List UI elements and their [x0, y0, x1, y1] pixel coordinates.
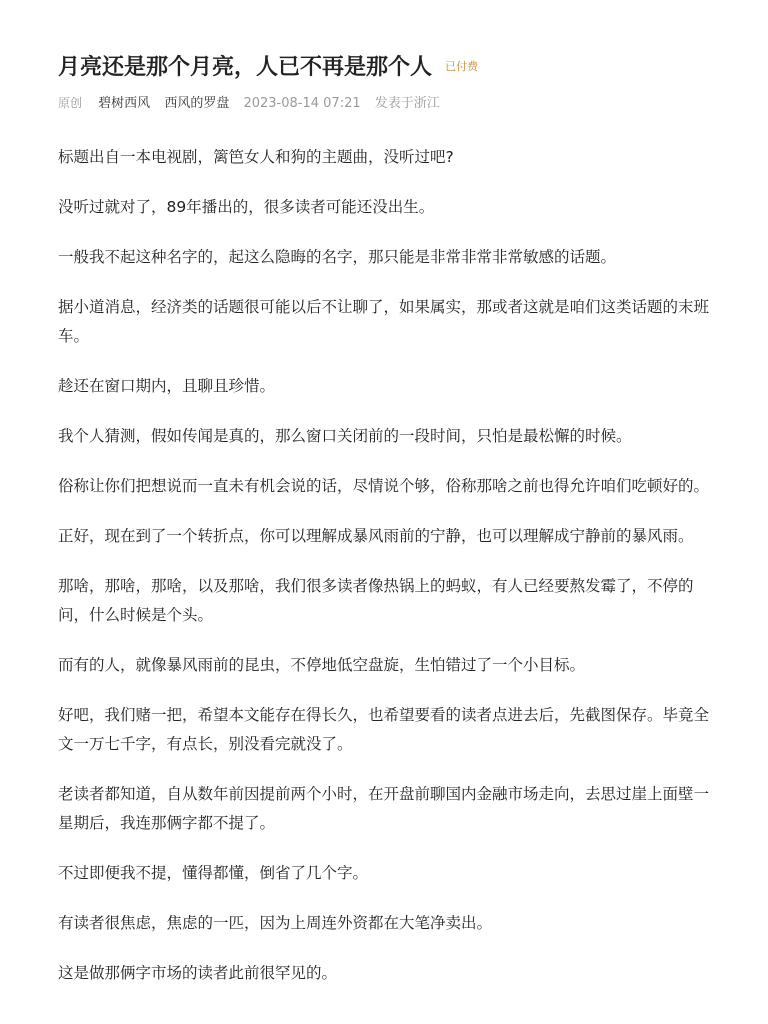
paragraph: 这是做那俩字市场的读者此前很罕见的。 [58, 964, 338, 982]
article-body [58, 143, 720, 1009]
title-row [58, 52, 478, 84]
original-label: 原创 [58, 96, 83, 110]
paragraph: 没听过就对了，89年播出的，很多读者可能还没出生。 [58, 198, 435, 216]
author-link[interactable]: 碧树西风 [98, 96, 151, 111]
paragraph: 正好，现在到了一个转折点，你可以理解成暴风雨前的宁静，也可以理解成宁静前的暴风雨。 [58, 527, 694, 545]
paid-badge: 已付费 [445, 60, 479, 73]
paragraph: 我个人猜测，假如传闻是真的，那么窗口关闭前的一段时间，只怕是最松懈的时候。 [58, 427, 632, 445]
article-meta [58, 93, 450, 114]
collection-link[interactable]: 西风的罗盘 [164, 96, 230, 111]
paragraph: 一般我不起这种名字的，起这么隐晦的名字，那只能是非常非常非常敏感的话题。 [58, 248, 617, 266]
paragraph: 俗称让你们把想说而一直未有机会说的话，尽情说个够，俗称那啥之前也得允许咱们吃顿好的。 [58, 477, 710, 495]
publish-location: 发表于浙江 [374, 96, 440, 111]
paragraph: 好吧，我们赌一把，希望本文能存在得长久，也希望要看的读者点进去后，先截图保存。毕竟全文一万七千字，有点长，别没看完就没了。 [58, 706, 710, 753]
paragraph: 据小道消息，经济类的话题很可能以后不让聊了，如果属实，那或者这就是咱们这类话题的末班车。 [58, 298, 710, 345]
paragraph: 那啥，那啥，那啥，以及那啥，我们很多读者像热锅上的蚂蚁，有人已经要熬发霉了，不停的问，什么时候是个头。 [58, 577, 694, 624]
article-title: 月亮还是那个月亮，人已不再是那个人 [58, 55, 433, 80]
paragraph: 而有的人，就像暴风雨前的昆虫，不停地低空盘旋，生怕错过了一个小目标。 [58, 656, 586, 674]
publish-time: 2023-08-14 07:21 [243, 96, 361, 111]
paragraph: 标题出自一本电视剧，篱笆女人和狗的主题曲，没听过吧? [58, 148, 454, 166]
paragraph: 老读者都知道，自从数年前因提前两个小时，在开盘前聊国内金融市场走向，去思过崖上面壁一星期后，我连那俩字都不提了。 [58, 785, 710, 832]
paragraph: 不过即便我不提，懂得都懂，倒省了几个字。 [58, 864, 369, 882]
paragraph: 有读者很焦虑，焦虑的一匹，因为上周连外资都在大笔净卖出。 [58, 914, 493, 932]
paragraph: 趁还在窗口期内，且聊且珍惜。 [58, 377, 276, 395]
